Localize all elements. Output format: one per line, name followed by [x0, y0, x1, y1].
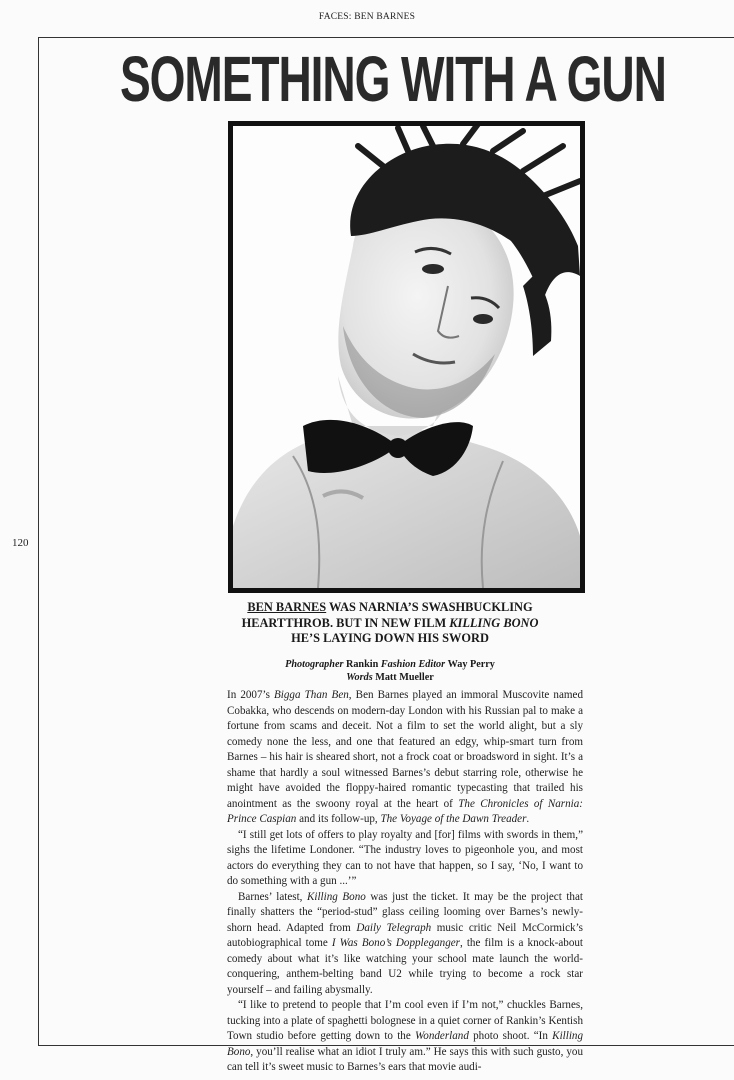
words-author: Matt Mueller	[375, 672, 434, 683]
standfirst	[200, 600, 580, 647]
film-title: Bigga Than Ben	[274, 689, 349, 701]
standfirst-line1: WAS NARNIA’S SWASHBUCKLING	[326, 600, 533, 614]
text-run: Barnes’ latest,	[238, 890, 307, 903]
text-run: , the film is a knock-about comedy about what it’s like watching your school mate launch the world-conquering, anthem-belting band U2 while trying to become a rock star yourself – and failing abysmally.	[227, 937, 583, 996]
frame-rule-left	[38, 37, 39, 1045]
magazine-title: Wonderland	[415, 1030, 469, 1042]
standfirst-line2: HEARTTHROB. BUT IN NEW FILM	[241, 615, 450, 630]
text-run: .	[526, 813, 530, 825]
film-title: The Chronicles of Narnia: Prince Caspian	[227, 797, 583, 825]
standfirst-line3: HE’S LAYING DOWN HIS SWORD	[291, 631, 489, 645]
film-title: Killing Bono	[227, 1030, 583, 1058]
text-run: photo shoot. “In	[468, 1030, 553, 1042]
text-run: , you’ll realise what an idiot I truly am.” He says this with such gusto, you can tell it’s sweet music to Barnes’s ears that movie audi-	[227, 1045, 583, 1073]
words-label: Words	[346, 672, 373, 683]
text-run: was just the ticket. It may be the project that finally shatters the “period-stud” glass ceiling looming over Barnes’s newly-shorn head. Adapted from	[227, 890, 583, 934]
portrait-photo-icon	[233, 126, 580, 588]
paragraph-3	[227, 890, 583, 999]
text-run: In 2007’s	[227, 689, 275, 701]
paragraph-1	[227, 688, 583, 828]
fashion-editor-name: Way Perry	[447, 659, 495, 670]
credits	[200, 658, 580, 684]
text-run: , Ben Barnes played an immoral Muscovite named Cobakka, who descends on modern-day London with his Russian pal to make a fortune from scams and deceit. Not a film to set the world alight, but a sly comedy none the less, and one that featured an edgy, whip-smart turn from Barnes – his hair is sheared short, not a frock coat or broadsword in sight. It’s a shame that hardly a soul witnessed Barnes’s debut starring role, otherwise he might have avoided the floppy-haired romantic typecasting that trailed his anointment as the swoony royal at the heart of	[227, 689, 583, 810]
fashion-editor-label: Fashion Editor	[380, 659, 446, 670]
standfirst-name: BEN BARNES	[247, 600, 327, 614]
photographer-name: Rankin	[345, 659, 379, 670]
article-headline: SOMETHING WITH A GUN	[120, 43, 666, 115]
paragraph-2: “I still get lots of offers to play royalty and [for] films with swords in them,” sighs the lifetime Londoner. “The industry loves to pigeonhole you, and most actors do everything they can to not have that happen, so I say, ‘No, I want to do something with a gun ...’”	[227, 828, 583, 887]
film-title: Killing Bono	[306, 890, 366, 903]
paragraph-4	[227, 998, 583, 1076]
text-run: and its follow-up,	[296, 813, 381, 825]
text-run: music critic Neil McCormick’s autobiographical tome	[227, 921, 583, 949]
book-title: I Was Bono’s Doppleganger	[331, 937, 460, 949]
article-body	[227, 688, 583, 1076]
text-run: “I like to pretend to people that I’m cool even if I’m not,” chuckles Barnes, tucking into a plate of spaghetti bolognese in a quiet corner of Rankin’s Kentish Town studio before getting down to the	[227, 999, 583, 1042]
frame-rule-top	[38, 37, 734, 38]
section-label: FACES: BEN BARNES	[318, 12, 416, 22]
photographer-label: Photographer	[285, 659, 344, 670]
film-title: The Voyage of the Dawn Treader	[380, 813, 527, 825]
portrait-photo	[228, 121, 585, 593]
page-number: 120	[12, 537, 29, 549]
standfirst-film: KILLING BONO	[449, 615, 539, 630]
newspaper-title: Daily Telegraph	[356, 921, 432, 934]
